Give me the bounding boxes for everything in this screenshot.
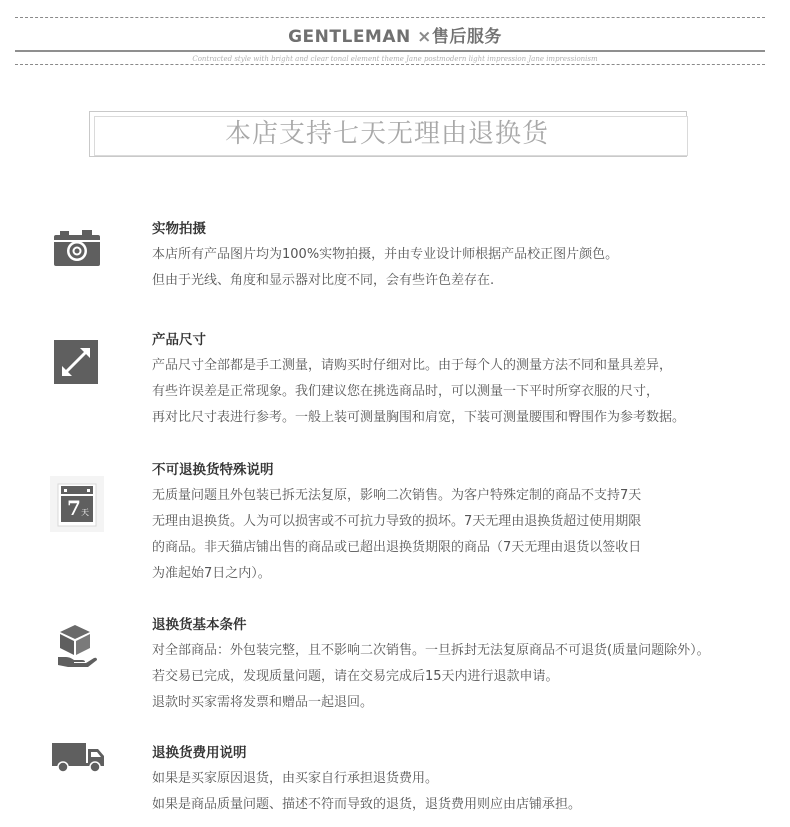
calendar-unit: 天: [81, 508, 89, 517]
header-bottom-divider: [15, 64, 765, 65]
section-line: 有些许误差是正常现象。我们建议您在挑选商品时，可以测量一下平时所穿衣服的尺寸，: [152, 384, 660, 399]
section-line: 但由于光线、角度和显示器对比度不同，会有些许色差存在.: [152, 273, 495, 288]
calendar-number: 7: [67, 496, 81, 520]
section-body: [152, 766, 581, 818]
section-body: [152, 242, 618, 294]
banner-text: 本店支持七天无理由退换货: [224, 119, 549, 149]
calendar-7-days-icon: [50, 476, 104, 532]
section-body: [152, 353, 685, 431]
section-line: 再对比尺寸表进行参考。一般上装可测量胸围和肩宽，下装可测量腰围和臀围作为参考数据。: [152, 410, 686, 425]
section-title: 退换货基本条件: [152, 617, 247, 633]
brand-separator: ×: [417, 27, 432, 47]
section-line: 如果是买家原因退货，由买家自行承担退货费用。: [152, 771, 439, 786]
header-subtitle: Contracted style with bright and clear tonal element theme Jane postmodern light impression Jane impressionism: [192, 55, 598, 63]
delivery-truck-icon: [52, 741, 106, 773]
brand-name: GENTLEMAN: [288, 27, 411, 47]
package-in-hand-icon: [56, 623, 98, 669]
section-title: 退换货费用说明: [152, 745, 247, 761]
section-line: 为准起始7日之内）。: [152, 566, 271, 581]
section-title: 售后服务: [431, 27, 502, 47]
header-main-divider: [15, 50, 765, 52]
page-header: [0, 0, 790, 70]
camera-icon: [52, 223, 102, 273]
section-line: 如果是商品质量问题、描述不符而导致的退货，退货费用则应由店铺承担。: [152, 797, 582, 812]
section-line: 本店所有产品图片均为100%实物拍摄，并由专业设计师根据产品校正图片颜色。: [152, 247, 619, 262]
section-line: 产品尺寸全部都是手工测量，请购买时仔细对比。由于每个人的测量方法不同和量具差异，: [152, 358, 673, 373]
section-title: 实物拍摄: [152, 221, 206, 237]
section-line: 无理由退换货。人为可以损害或不可抗力导致的损坏。7天无理由退换货超过使用期限: [152, 514, 642, 529]
section-title: 产品尺寸: [152, 332, 206, 348]
section-title: 不可退换货特殊说明: [152, 462, 274, 478]
section-line: 的商品。非天猫店铺出售的商品或已超出退换货期限的商品（7天无理由退货以签收日: [152, 540, 642, 555]
section-line: 对全部商品：外包装完整，且不影响二次销售。一旦拆封无法复原商品不可退货(质量问题除外）。: [152, 643, 710, 658]
section-line: 若交易已完成，发现质量问题，请在交易完成后15天内进行退款申请。: [152, 669, 559, 684]
section-line: 无质量问题且外包装已拆无法复原，影响二次销售。为客户特殊定制的商品不支持7天: [152, 488, 642, 503]
resize-arrows-icon: [54, 338, 98, 384]
section-body: [152, 483, 641, 587]
header-top-divider: [15, 17, 765, 18]
header-title: [0, 22, 790, 47]
section-body: [152, 638, 710, 716]
section-line: 退款时买家需将发票和赠品一起退回。: [152, 695, 374, 710]
